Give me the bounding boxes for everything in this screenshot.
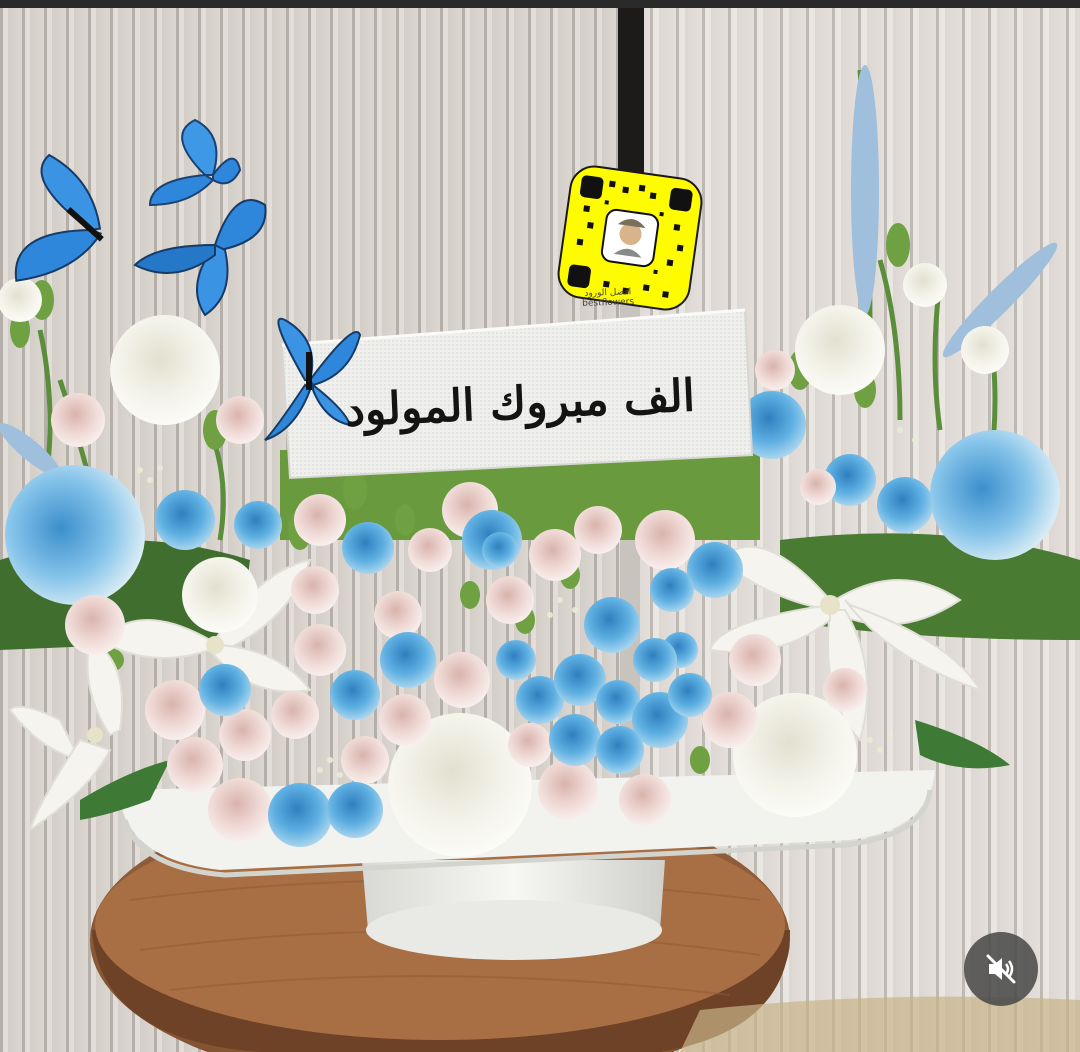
mute-toggle-button[interactable] xyxy=(964,932,1038,1006)
snapcode-caption xyxy=(548,286,669,310)
snapcode-caption-english: bestflowers xyxy=(582,297,635,309)
snapcode-caption-arabic: افضل الورود xyxy=(584,287,632,299)
speaker-muted-icon xyxy=(983,951,1019,987)
banner-message: الف مبروك المولود xyxy=(344,369,696,437)
